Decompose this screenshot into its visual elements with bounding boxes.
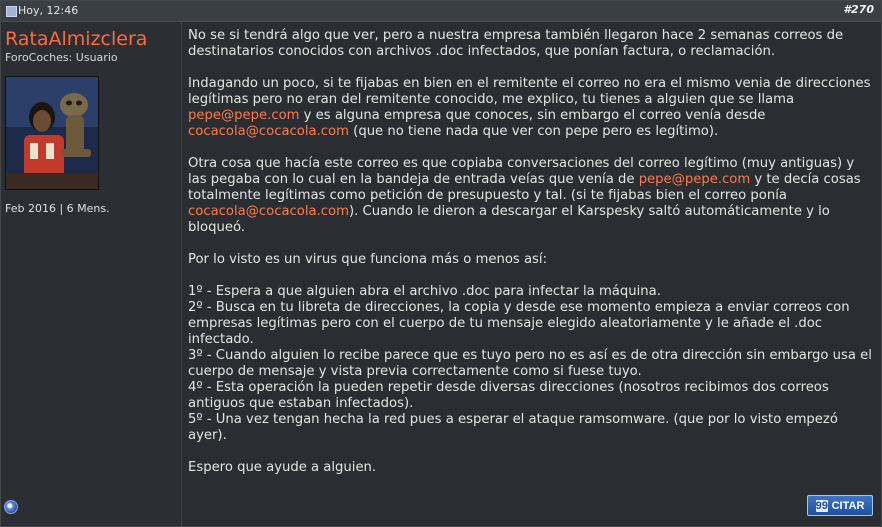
post-number-link[interactable]: #270 [843, 3, 874, 16]
step-item: 4º - Esta operación la pueden repetir desde diversas direcciones (nosotros recibimos dos correos antiguos que estaban infectados). [188, 380, 829, 411]
join-info: Feb 2016 | 6 Mens. [5, 202, 110, 215]
paragraph-2-text-a: Indagando un poco, si te fijabas en bien en el remitente el correo no era el mismo venia de direcciones legítimas pero no eran del remitente conocido, me explico, tu tienes a alguien que se llama [188, 76, 871, 107]
user-title: ForoCoches: Usuario [5, 51, 118, 64]
step-item: 3º - Cuando alguien lo recibe parece que es tuyo pero no es así es de otra dirección sin embargo usa el cuerpo de mensaje y vista previa correctamente como si fuese tuyo. [188, 348, 872, 379]
step-item: 2º - Busca en tu libreta de direcciones, la copia y desde ese momento empieza a enviar correos con empresas legítimas pero con el cuerpo de tu mensaje elegido aleatoriamente y le añade el .doc infectado. [188, 300, 850, 347]
step-item: 1º - Espera a que alguien abra el archivo .doc para infectar la máquina. [188, 284, 661, 299]
online-status-icon [4, 500, 18, 514]
post-icon [6, 6, 17, 17]
paragraph-2-text-b: y es alguna empresa que conoces, sin embargo el correo venía desde [299, 108, 766, 123]
avatar-image [6, 77, 98, 189]
quote-button[interactable] [807, 495, 873, 516]
steps-list [188, 284, 873, 444]
email-link[interactable]: cocacola@cocacola.com [188, 124, 349, 139]
post-content [188, 28, 873, 492]
paragraph-2 [188, 76, 873, 140]
paragraph-5 [188, 460, 873, 476]
paragraph-3-text-a: Otra cosa que hacía este correo es que copiaba conversaciones del correo legítimo (muy antiguas) y las pegaba con lo cual en la bandeja de entrada veías que venía de [188, 156, 855, 187]
email-link[interactable]: pepe@pepe.com [638, 172, 751, 187]
post-header [1, 1, 881, 22]
paragraph-2-text-c: (que no tiene nada que ver con pepe pero es legítimo). [348, 124, 719, 139]
post-date: Hoy, 12:46 [18, 4, 79, 17]
paragraph-1-text: No se si tendrá algo que ver, pero a nuestra empresa también llegaron hace 2 semanas correos de destinatarios conocidos con archivos .doc infectados, que ponían factura, o reclamación. [188, 28, 844, 59]
email-link[interactable]: cocacola@cocacola.com [188, 204, 349, 219]
avatar[interactable] [5, 76, 99, 190]
paragraph-3 [188, 156, 873, 236]
step-item: 5º - Una vez tengan hecha la red pues a esperar el ataque ramsomware. (que por lo visto empezó ayer). [188, 412, 838, 443]
paragraph-4-text: Por lo visto es un virus que funciona más o menos así: [188, 252, 548, 267]
paragraph-5-text: Espero que ayude a alguien. [188, 460, 377, 475]
username-link[interactable]: RataAlmizclera [5, 28, 148, 50]
paragraph-3-text-c: ). Cuando le dieron a descargar el Karspesky saltó automáticamente y lo bloqueó. [188, 204, 830, 235]
paragraph-3-text-b: y te decía cosas totalmente legítimas como petición de presupuesto y tal. (si te fijabas bien el correo ponía [188, 172, 861, 203]
quote-icon: 99 [815, 499, 828, 512]
email-link[interactable]: pepe@pepe.com [188, 108, 300, 123]
paragraph-4 [188, 252, 873, 268]
quote-button-label: CITAR [831, 499, 865, 512]
user-sidebar [1, 22, 182, 526]
paragraph-1 [188, 28, 873, 60]
